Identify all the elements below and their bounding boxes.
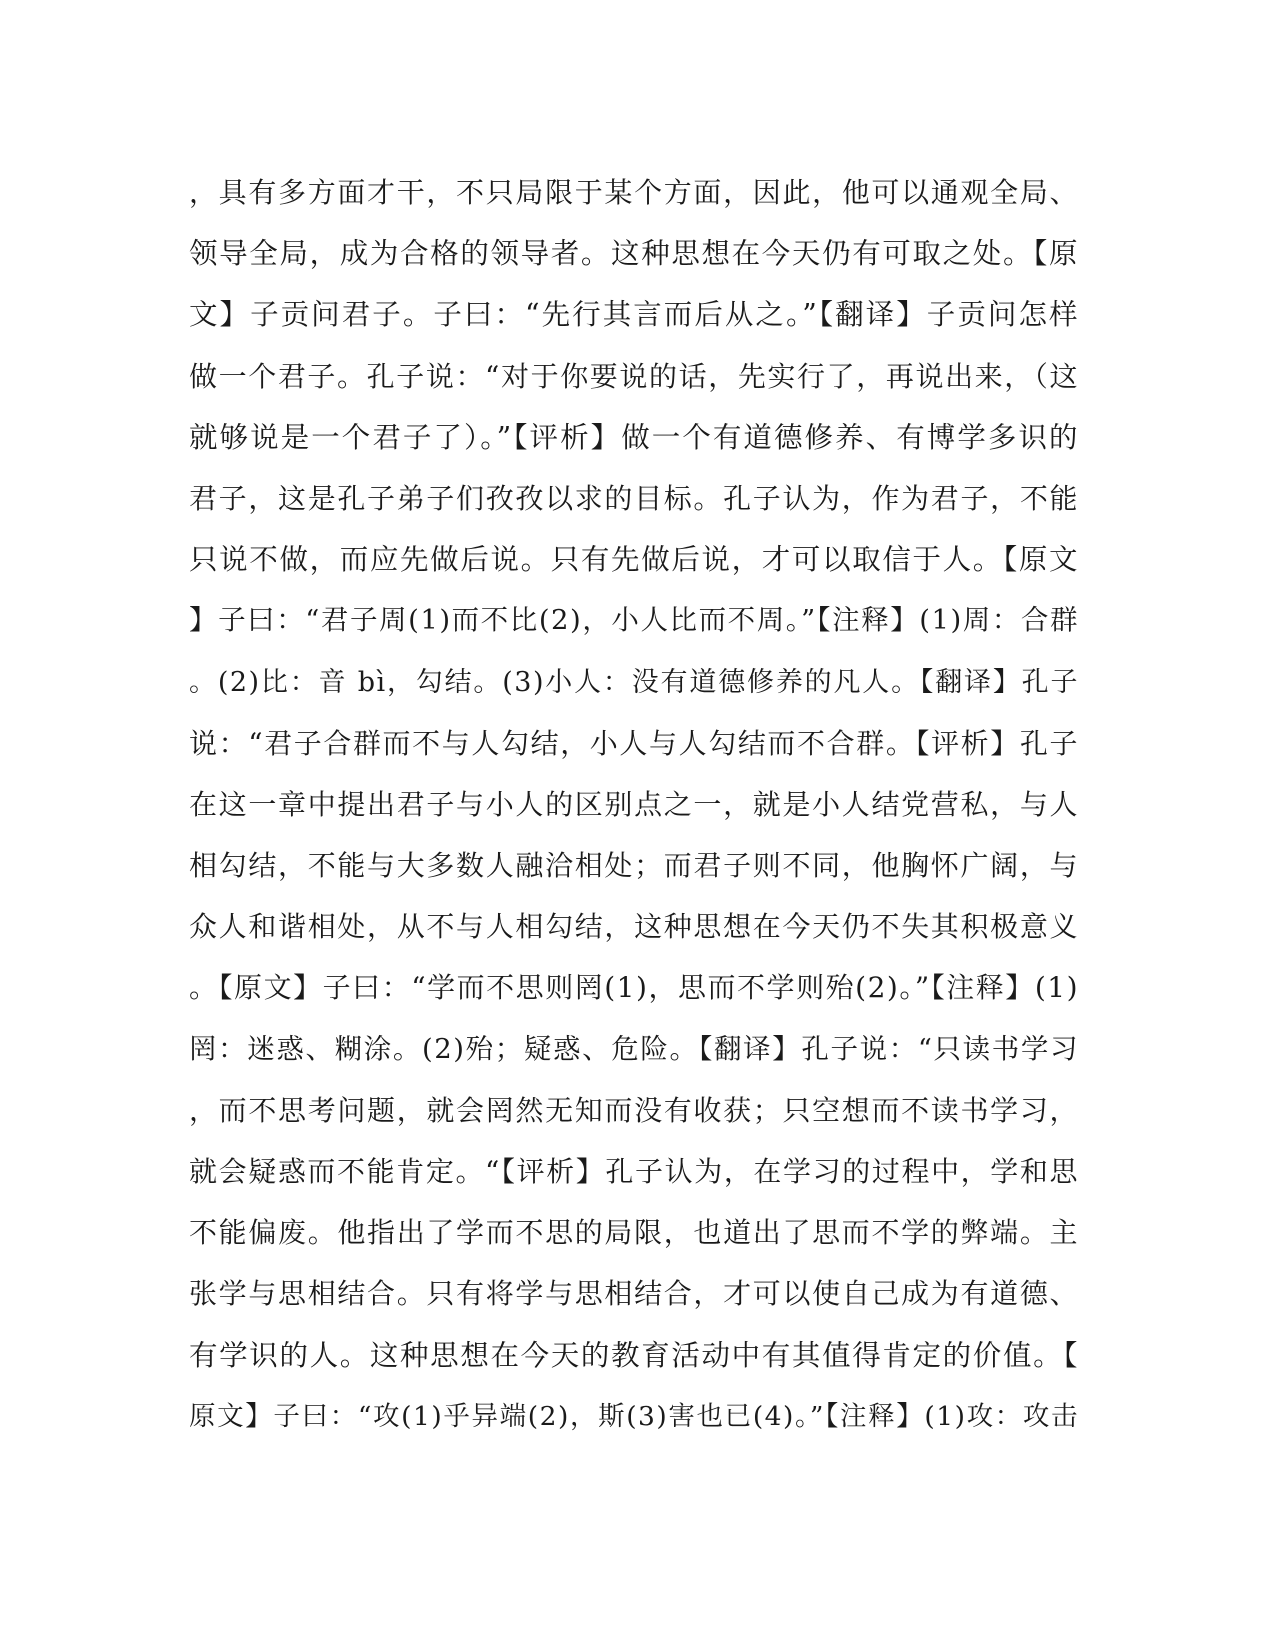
text-line: 。【原文】子曰：“学而不思则罔(1)，思而不学则殆(2)。”【注释】(1)	[189, 971, 1079, 1005]
text-line: 就够说是一个君子了）。”【评析】做一个有道德修养、有博学多识的	[189, 420, 1079, 454]
text-line: 就会疑惑而不能肯定。“【评析】孔子认为，在学习的过程中，学和思	[189, 1155, 1079, 1188]
text-line: 只说不做，而应先做后说。只有先做后说，才可以取信于人。【原文	[189, 543, 1079, 577]
text-line: 领导全局，成为合格的领导者。这种思想在今天仍有可取之处。【原	[189, 237, 1079, 271]
text-line: 说：“君子合群而不与人勾结，小人与人勾结而不合群。【评析】孔子	[189, 726, 1079, 760]
text-line: 不能偏废。他指出了学而不思的局限，也道出了思而不学的弊端。主	[189, 1216, 1079, 1250]
text-line: 相勾结，不能与大多数人融洽相处；而君子则不同，他胸怀广阔，与	[189, 849, 1079, 883]
text-line: 】子曰：“君子周(1)而不比(2)，小人比而不周。”【注释】(1)周：合群	[189, 604, 1079, 637]
body-text	[189, 162, 1079, 1447]
text-line: 罔：迷惑、糊涂。(2)殆；疑惑、危险。【翻译】孔子说：“只读书学习	[189, 1032, 1079, 1065]
text-line: 君子，这是孔子弟子们孜孜以求的目标。孔子认为，作为君子，不能	[189, 481, 1079, 515]
text-line: 做一个君子。孔子说：“对于你要说的话，先实行了，再说出来，（这	[189, 359, 1079, 393]
text-line: ，具有多方面才干，不只局限于某个方面，因此，他可以通观全局、	[189, 176, 1079, 209]
text-line: 众人和谐相处，从不与人相勾结，这种思想在今天仍不失其积极意义	[189, 910, 1079, 944]
text-line: 文】子贡问君子。子曰：“先行其言而后从之。”【翻译】子贡问怎样	[189, 298, 1079, 332]
text-line: 。(2)比：音 bì，勾结。(3)小人：没有道德修养的凡人。【翻译】孔子	[189, 666, 1079, 698]
text-line: 有学识的人。这种思想在今天的教育活动中有其值得肯定的价值。【	[189, 1338, 1079, 1372]
text-line: ，而不思考问题，就会罔然无知而没有收获；只空想而不读书学习，	[189, 1093, 1079, 1127]
text-line: 张学与思相结合。只有将学与思相结合，才可以使自己成为有道德、	[189, 1277, 1079, 1311]
text-line: 在这一章中提出君子与小人的区别点之一，就是小人结党营私，与人	[189, 787, 1079, 821]
text-line: 原文】子曰：“攻(1)乎异端(2)，斯(3)害也已(4)。”【注释】(1)攻：攻击	[189, 1400, 1079, 1432]
